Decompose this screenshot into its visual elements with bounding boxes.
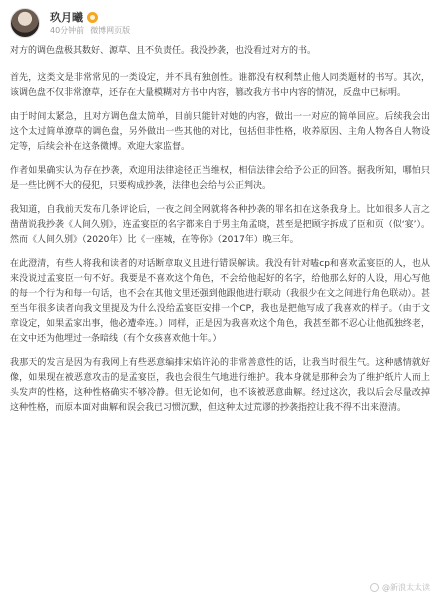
vip-badge-icon xyxy=(87,12,98,23)
post-time[interactable]: 40分钟前 xyxy=(50,26,85,35)
post-paragraph: 在此澄清，有些人将我和读者的对话断章取义且进行错误解读。我没有针对嗑cp和喜欢孟宴臣的人，也从来没说过孟宴臣一句不好。我要是不喜欢这个角色，不会给他起好的名字，给他那么好的人设，用心写他的每一个行为和每一句话，也不会在其他文里还强到他跟他进行联动（我很少在文之间进行角色联动）。甚至当年很多读者向我文里提及为什么没给孟宴臣安排一个CP，我也是把他写成了我喜欢的样子。（由于文章设定，如果孟家出事，他必遭牵连。）同样，正是因为我喜欢这个角色，我甚至都不忍心让他孤独终老，在文中还为他埋过一条暗线（有个女孩喜欢他十年。） xyxy=(10,259,430,344)
watermark xyxy=(370,582,430,593)
username[interactable]: 玖月曦 xyxy=(50,11,83,24)
post-paragraph: 我知道，自我前天发布几条评论后，一夜之间全网就将各种抄袭的罪名扣在这条我身上。比如很多人言之凿凿说我抄袭《人间久别》，连孟宴臣的名字都来自于男主角孟晓，甚至是把顾字拆成了臣和页（似‘宴’）。然而《人间久别》（2020年）比《一座城，在等你》（2017年）晚三年。 xyxy=(10,205,430,245)
post-paragraph: 作者如果确实认为存在抄袭，欢迎用法律途径正当维权，相信法律会给予公正的回答。据我所知，哪怕只是一些比例不大的侵犯，只要构成抄袭，法律也会给与公正判决。 xyxy=(10,166,430,191)
weibo-logo-icon xyxy=(370,583,379,592)
post-header xyxy=(10,6,430,42)
post-paragraph: 对方的调色盘极其数好、源草、且不负责任。我没抄袭，也没看过对方的书。 xyxy=(10,46,317,56)
post-paragraph: 由于时间太紧急，且对方调色盘太简单，目前只能针对她的内容，做出一一对应的简单回应。后续我会出这个太过简单潦草的调色盘，另外做出一些其他的对比，包括但非性格，收养原因、主角人物各自人物设定等，后续会补在这条微博。欢迎大家监督。 xyxy=(10,112,430,152)
watermark-text: @新浪太太读 xyxy=(382,583,430,592)
name-row xyxy=(50,9,98,25)
post-content xyxy=(10,44,430,416)
post-source: 微博网页版 xyxy=(90,26,131,35)
avatar[interactable] xyxy=(10,8,40,38)
post-paragraph: 首先，这类文是非常常见的一类设定，并不具有独创性。谁都没有权利禁止他人同类题材的书写。其次，该调色盘不仅非常潦草，还存在大量模糊对方书中内容，篡改我方书中内容的情况，反盘中已标明。 xyxy=(10,73,430,98)
post-meta xyxy=(50,25,130,36)
post-paragraph: 我那天的发言是因为有我网上有些恶意编排宋焰许沁的非常善意性的话，让我当时很生气。这种感情就好像，如果现在被恶意攻击的是孟宴臣，我也会很生气地进行维护。我本身就是那种会为了维护纸片人而上头发声的性格，这种性格确实不够冷静。但无论如何，也不该被恶意曲解。经过这次，我以后会尽量改掉这种性格，而原本面对曲解和误会我已习惯沉默，但这种太过荒谬的抄袭指控让我不得不出来澄清。 xyxy=(10,358,430,413)
